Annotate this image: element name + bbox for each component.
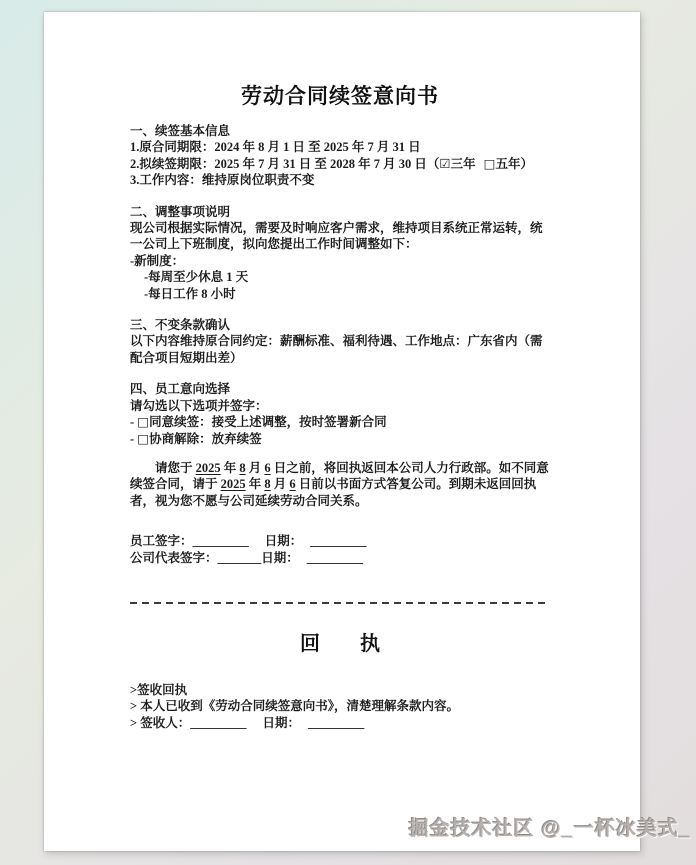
checkbox-unchecked-icon: □ — [483, 155, 496, 171]
option-three-years-label: 三年 — [450, 156, 476, 171]
receipt-acknowledgement-line: > 本人已收到《劳动合同续签意向书》，清楚理解条款内容。 — [130, 699, 459, 714]
receipt-sign-row — [130, 715, 550, 731]
signature-block — [130, 533, 550, 566]
receipt-signer-blank: _________ — [190, 715, 247, 730]
receipt-heading: >签收回执 — [130, 682, 188, 697]
new-policy-label: -新制度： — [130, 253, 185, 268]
section3-heading: 三、不变条款确认 — [130, 318, 231, 333]
deadline-text: 日前以书面方式答复公司。到期未返回回执者，视为您不愿与公司延续劳动合同关系。 — [130, 477, 537, 508]
document-title: 劳动合同续签意向书 — [241, 85, 439, 108]
section-employee-choice — [130, 381, 550, 447]
option-agree-label: 同意续签：接受上述调整，按时签署新合同 — [149, 415, 387, 430]
section2-heading: 二、调整事项说明 — [130, 204, 231, 219]
company-signature-blank: _______ — [217, 550, 262, 565]
employee-signature-blank: _________ — [192, 534, 249, 549]
company-date-label: 日期： — [261, 550, 299, 565]
deadline-text: 月 — [245, 460, 265, 475]
employee-date-label: 日期： — [264, 534, 303, 549]
unchanged-terms-paragraph: 以下内容维持原合同约定：薪酬标准、福利待遇、工作地点：广东省内（需配合项目短期出差） — [130, 334, 543, 365]
receipt-block — [130, 682, 550, 731]
employee-signature-row — [130, 533, 550, 549]
tear-off-dashed-divider — [130, 602, 550, 604]
deadline-text: 日之前，将回执返回本公司人力行政部。如不同意续签合同，请于 — [130, 460, 549, 492]
choice-intro: 请勾选以下选项并签字： — [130, 398, 268, 413]
adjustment-paragraph: 现公司根据实际情况，需要及时响应客户需求，维持项目系统正常运转，统一公司上下班制度，拟向您提出工作时间调整如下： — [130, 221, 543, 252]
section1-heading: 一、续签基本信息 — [130, 124, 231, 138]
deadline-text: 请您于 — [155, 460, 196, 475]
employee-signature-label: 员工签字： — [130, 534, 193, 549]
option-agree-renewal — [130, 414, 550, 430]
deadline-text: 年 — [220, 460, 240, 475]
deadline-paragraph — [130, 460, 550, 509]
checkbox-checked-icon: ☑ — [439, 155, 451, 171]
deadline-day-2: 6 — [289, 477, 296, 492]
option-terminate — [130, 431, 550, 447]
option-five-years-label: 五年 — [495, 156, 521, 171]
deadline-year: 2025 — [195, 460, 221, 475]
deadline-day: 6 — [264, 460, 271, 475]
deadline-month: 8 — [239, 460, 246, 475]
receipt-signer-label: > 签收人： — [130, 715, 191, 730]
original-contract-term-line: 1.原合同期限：2024 年 8 月 1 日 至 2025 年 7 月 31 日 — [130, 140, 421, 155]
option-dash: - — [130, 431, 138, 446]
section-renewal-basic-info — [130, 123, 550, 189]
employee-date-blank: _________ — [310, 534, 367, 549]
renewal-term-text: 2.拟续签期限：2025 年 7 月 31 日 至 2028 年 7 月 30 日（ — [130, 156, 440, 171]
deadline-text: 月 — [270, 477, 290, 492]
company-signature-row — [130, 550, 550, 566]
company-signature-label: 公司代表签字： — [130, 550, 218, 565]
checkbox-unchecked-icon: □ — [137, 430, 150, 446]
work-content-line: 3.工作内容：维持原岗位职责不变 — [130, 173, 315, 188]
deadline-text: 年 — [245, 477, 265, 492]
policy-item-work-hours: -每日工作 8 小时 — [144, 286, 236, 301]
section-adjustment-notes — [130, 204, 550, 302]
site-watermark: 掘金技术社区 @_一杯冰美式_ — [408, 818, 691, 840]
document-page — [44, 12, 640, 851]
renewal-term-suffix: ） — [520, 156, 533, 171]
policy-item-rest-day: -每周至少休息 1 天 — [144, 270, 249, 285]
receipt-date-label: 日期： — [262, 715, 301, 730]
deadline-month-2: 8 — [264, 477, 271, 492]
section4-heading: 四、员工意向选择 — [130, 382, 231, 397]
checkbox-unchecked-icon: □ — [137, 414, 150, 430]
section-unchanged-terms — [130, 317, 550, 366]
option-dash: - — [130, 415, 138, 430]
receipt-title: 回 执 — [300, 632, 380, 655]
receipt-date-blank: _________ — [308, 715, 365, 730]
option-terminate-label: 协商解除：放弃续签 — [149, 431, 262, 446]
proposed-renewal-term-line — [130, 156, 550, 172]
deadline-year-2: 2025 — [220, 477, 246, 492]
company-date-blank: _________ — [306, 550, 364, 565]
